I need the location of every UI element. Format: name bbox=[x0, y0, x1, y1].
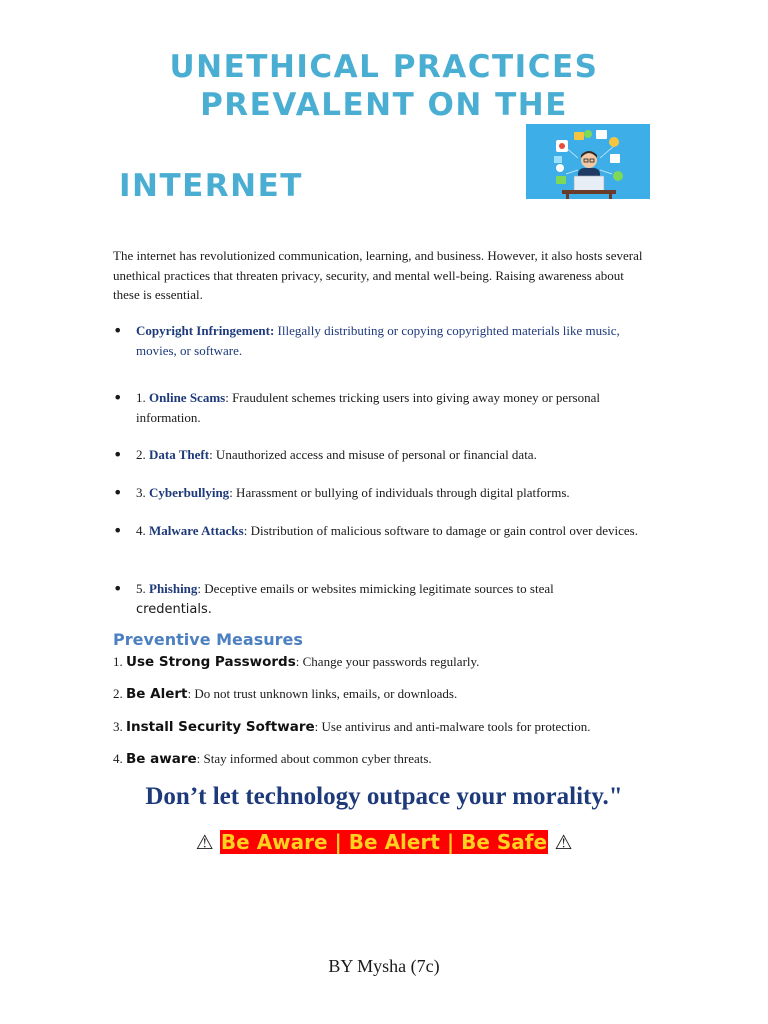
bullet-number: 5. bbox=[136, 581, 149, 596]
warning-icon: ⚠ bbox=[554, 830, 573, 854]
measure-key: Use Strong Passwords bbox=[126, 654, 296, 670]
bullet-number: 1. bbox=[136, 390, 149, 405]
bullet-desc: : Harassment or bullying of individuals through digital platforms. bbox=[229, 485, 570, 500]
bullet-desc: : Unauthorized access and misuse of personal or financial data. bbox=[209, 447, 537, 462]
bullet-number: 4. bbox=[136, 523, 149, 538]
list-item bbox=[113, 654, 479, 670]
bullet-icon: • bbox=[113, 521, 123, 540]
measure-key: Be Alert bbox=[126, 686, 188, 702]
bullet-term: Data Theft bbox=[149, 447, 210, 462]
measure-number: 2. bbox=[113, 686, 126, 701]
bullet-icon: • bbox=[113, 388, 123, 407]
bullet-desc-continued: credentials. bbox=[136, 602, 212, 617]
bullet-desc: : Fraudulent schemes tricking users into giving away money or personal information. bbox=[136, 390, 600, 425]
bullet-term: Malware Attacks bbox=[149, 523, 244, 538]
measure-key: Install Security Software bbox=[126, 719, 315, 735]
list-item bbox=[113, 321, 658, 361]
title-line-1: UNETHICAL PRACTICES bbox=[169, 49, 599, 85]
bullet-term: Copyright Infringement: bbox=[136, 323, 275, 338]
warning-icon: ⚠ bbox=[195, 830, 214, 854]
bullet-term: Cyberbullying bbox=[149, 485, 230, 500]
closing-quote: Don’t let technology outpace your morality." bbox=[145, 783, 623, 810]
byline: BY Mysha (7c) bbox=[328, 956, 440, 976]
intro-paragraph: The internet has revolutionized communication, learning, and business. However, it also hosts several unethical practices that threaten privacy, security, and mental well-being. Raising awareness about these is essential. bbox=[113, 248, 643, 302]
measure-number: 4. bbox=[113, 751, 126, 766]
list-item bbox=[113, 751, 432, 767]
preventive-heading: Preventive Measures bbox=[113, 630, 303, 649]
measure-desc: : Stay informed about common cyber threats. bbox=[196, 751, 432, 766]
list-item bbox=[113, 483, 658, 503]
bullet-icon: • bbox=[113, 483, 123, 502]
list-item bbox=[113, 521, 658, 541]
list-item bbox=[113, 686, 457, 702]
bullet-number: 3. bbox=[136, 485, 149, 500]
measure-desc: : Change your passwords regularly. bbox=[295, 654, 480, 669]
measure-number: 1. bbox=[113, 654, 126, 669]
list-item bbox=[113, 445, 658, 465]
title-line-2: PREVALENT ON THE bbox=[200, 87, 568, 123]
bullet-desc: : Deceptive emails or websites mimicking legitimate sources to steal bbox=[197, 581, 554, 596]
title-line-3: INTERNET bbox=[119, 168, 303, 204]
measure-key: Be aware bbox=[126, 751, 197, 767]
bullet-icon: • bbox=[113, 445, 123, 464]
bullet-term: Phishing bbox=[149, 581, 198, 596]
list-item bbox=[113, 388, 658, 428]
bullet-term: Online Scams bbox=[149, 390, 226, 405]
measure-desc: : Use antivirus and anti-malware tools for protection. bbox=[314, 719, 591, 734]
bullet-desc: Illegally distributing or copying copyrighted materials like music, movies, or software. bbox=[136, 323, 620, 358]
measure-number: 3. bbox=[113, 719, 126, 734]
bullet-desc: : Distribution of malicious software to damage or gain control over devices. bbox=[243, 523, 638, 538]
bullet-number: 2. bbox=[136, 447, 149, 462]
bullet-icon: • bbox=[113, 321, 123, 340]
slogan-text: Be Aware | Be Alert | Be Safe bbox=[220, 830, 548, 854]
slogan-row bbox=[0, 830, 768, 854]
measure-desc: : Do not trust unknown links, emails, or downloads. bbox=[187, 686, 458, 701]
list-item bbox=[113, 579, 658, 620]
list-item bbox=[113, 719, 590, 735]
hero-illustration bbox=[526, 124, 650, 199]
bullet-icon: • bbox=[113, 579, 123, 598]
